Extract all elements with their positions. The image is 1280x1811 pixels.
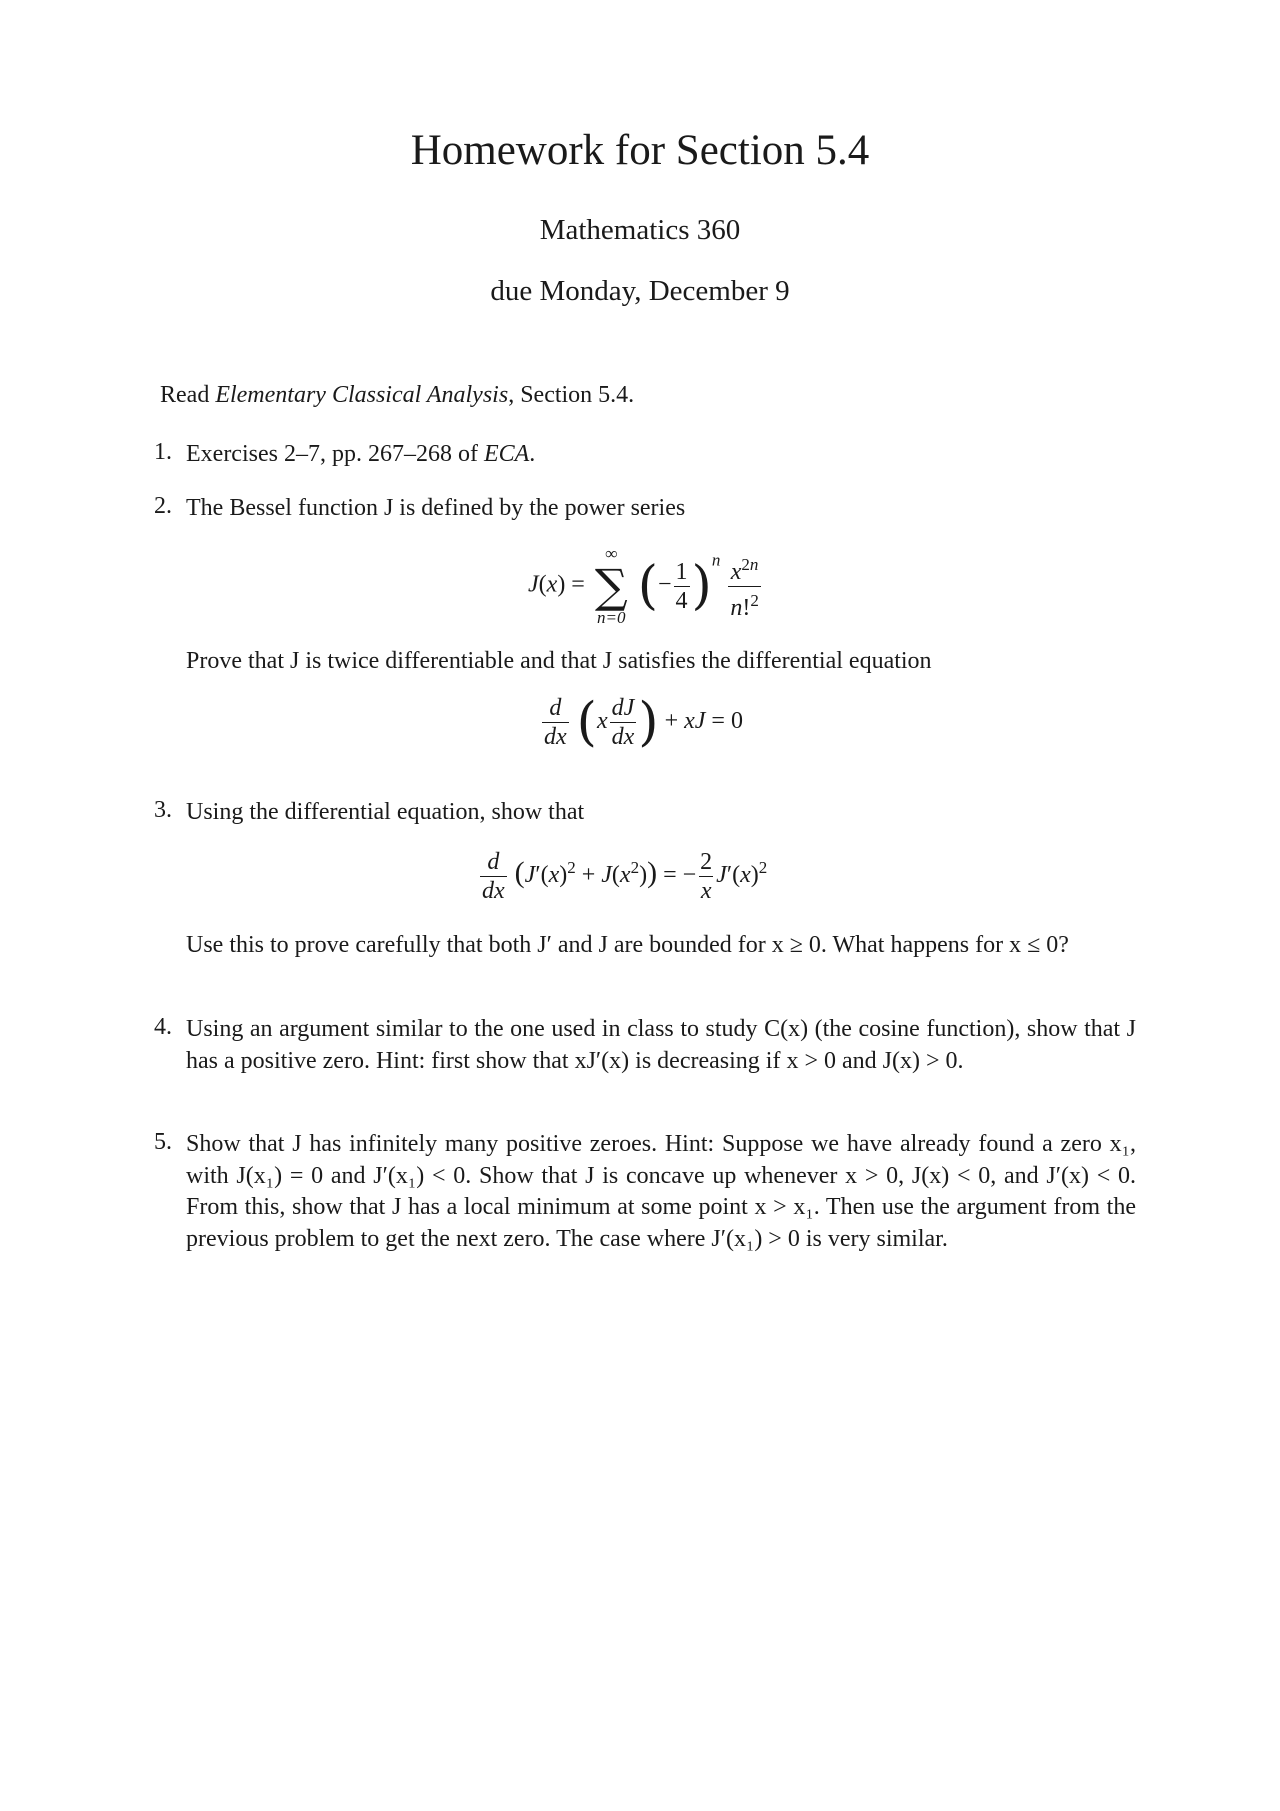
energy-identity-equation: $\frac{d}{dx}$ $(J'(x)^2 + J(x^2))$ = − $\frac{2}{x}$ $J'(x)^2$ (482, 849, 768, 904)
due-date: due Monday, December 9 (490, 275, 790, 307)
bessel-differential-equation: $\frac{d}{dx}$ (x $\frac{dJ}{dx}$ ) + xJ = 0 (544, 692, 743, 753)
page-title: Homework for Section 5.4 (410, 127, 870, 174)
bessel-series-equation: J(x) = ∞ ∑ n=0 (− $\frac{1}{4}$ )$^n$ $\frac{x^{2n}}{n!^2}$ (528, 544, 759, 627)
document-page: Homework for Section 5.4 Mathematics 360 due Monday, December 9 Read Elementary Classical Analysis, Section 5.4. 1. Exercises 2–7, pp. 267–268 of ECA. 2. The Bessel function J is defined by the power series J(x) = ∞ ∑ n=0 (− $\frac{1}{4}$ )$^n$ $\frac{x^{2n}}{n!^2}$ Prove that J is twice differentiable and that J satisfies the differential equation $\frac{d}{dx}$ (x $\frac{dJ}{dx}$ ) + xJ = 0 3. Using the differential equation, show that $\frac{d}{dx}$ $(J'(x)^2 + J(x^2))$ = − $\frac{2}{x}$ $J'(x)^2$ Use this to prove carefully that both J′ and J are bounded for x ≥ 0. What happens for x ≤ 0? 4. Using an argument similar to the one used in class to study C(x) (the cosine function), show that J has a positive zero. Hint: first show that xJ′(x) is decreasing if x > 0 and J(x) > 0. 5. Show that J has infinitely many positive zeroes. Hint: Suppose we have already found a zero x₁, with J(x₁) = 0 and J′(x₁) < 0. Show that J is concave up whenever x > 0, J(x) < 0, and J′(x) < 0. From this, show that J has a local minimum at some point x > x₁. Then use the argument from the previous problem to get the next zero. The case where J′(x₁) > 0 is very similar. (0, 0, 1280, 1811)
reading-assignment: Read Elementary Classical Analysis, Section 5.4. (160, 382, 635, 408)
course-name: Mathematics 360 (539, 214, 741, 246)
book-title: Elementary Classical Analysis (215, 382, 509, 408)
